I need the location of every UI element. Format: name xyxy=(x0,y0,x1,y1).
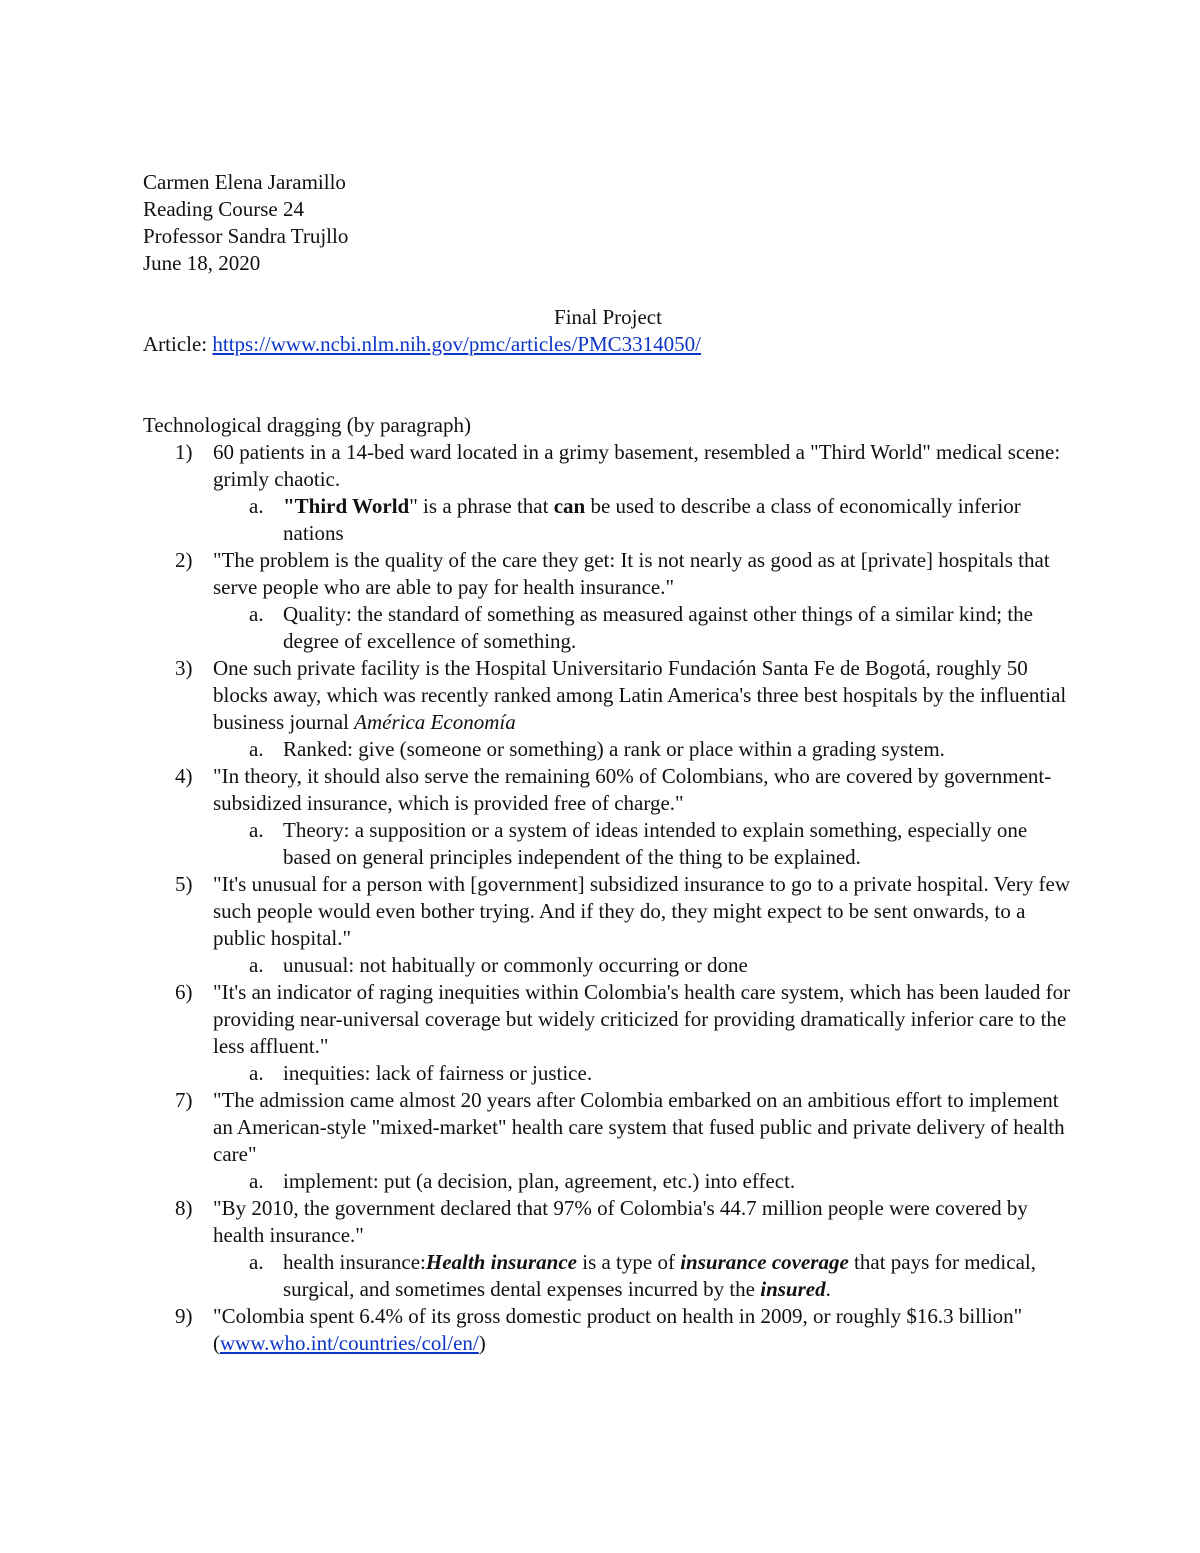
list-item xyxy=(143,439,1073,547)
section-heading: Technological dragging (by paragraph) xyxy=(143,413,471,437)
item-number: 6) xyxy=(175,980,193,1004)
sub-item-bold: can xyxy=(553,494,586,518)
sub-item-letter: a. xyxy=(249,953,264,977)
item-text xyxy=(143,1303,1073,1357)
sub-item-text: " is a phrase that xyxy=(409,494,554,518)
list-item xyxy=(143,1087,1073,1195)
item-number: 2) xyxy=(175,548,193,572)
author-name: Carmen Elena Jaramillo xyxy=(143,170,346,194)
sub-item xyxy=(143,493,1073,547)
professor-name: Professor Sandra Trujllo xyxy=(143,224,349,248)
sub-item xyxy=(143,1168,1073,1195)
document-date: June 18, 2020 xyxy=(143,251,261,275)
who-link[interactable]: www.who.int/countries/col/en/ xyxy=(220,1331,479,1355)
sub-item-bold-italic: insurance coverage xyxy=(680,1250,849,1274)
document-title: Final Project xyxy=(554,305,662,329)
item-number: 9) xyxy=(175,1304,193,1328)
sub-item-text: . xyxy=(825,1277,831,1301)
item-number: 7) xyxy=(175,1088,193,1112)
list-item xyxy=(143,763,1073,871)
sub-item-text: be used to describe a class of economically inferior nations xyxy=(283,494,1021,545)
item-quote: "It's an indicator of raging inequities within Colombia's health care system, which has been lauded for providing near-universal coverage but widely criticized for providing dramatically inferior care to the less affluent." xyxy=(213,980,1071,1058)
list-item xyxy=(143,547,1073,655)
sub-item-text: that pays for medical, surgical, and sometimes dental expenses incurred by the xyxy=(283,1250,1036,1301)
item-quote: 60 patients in a 14-bed ward located in a grimy basement, resembled a "Third World" medical scene: grimly chaotic. xyxy=(213,440,1061,491)
item-text xyxy=(143,439,1073,493)
item-text xyxy=(143,763,1073,817)
document-page xyxy=(143,169,1073,1357)
item-text xyxy=(143,655,1073,736)
sub-item xyxy=(143,736,1073,763)
item-number: 3) xyxy=(175,656,193,680)
list-item xyxy=(143,871,1073,979)
spacer xyxy=(143,358,1073,385)
sub-item xyxy=(143,817,1073,871)
item-text xyxy=(143,547,1073,601)
sub-item-text: Theory: a supposition or a system of ideas intended to explain something, especially one based on general principles independent of the thing to be explained. xyxy=(283,818,1028,869)
list-item xyxy=(143,979,1073,1087)
item-text xyxy=(143,1195,1073,1249)
sub-item-text: is a type of xyxy=(576,1250,681,1274)
list-item xyxy=(143,1303,1073,1357)
item-quote: "Colombia spent 6.4% of its gross domestic product on health in 2009, or roughly $16.3 billion"( xyxy=(213,1304,1023,1355)
sub-item-text: health insurance: xyxy=(283,1250,426,1274)
item-quote: "The admission came almost 20 years after Colombia embarked on an ambitious effort to implement an American-style "mixed-market" health care system that fused public and private delivery of health care" xyxy=(213,1088,1065,1166)
sub-item xyxy=(143,1249,1073,1303)
item-quote: "By 2010, the government declared that 97% of Colombia's 44.7 million people were covered by health insurance." xyxy=(213,1196,1028,1247)
item-number: 8) xyxy=(175,1196,193,1220)
item-quote-italic: América Economía xyxy=(354,710,516,734)
sub-item-text: unusual: not habitually or commonly occurring or done xyxy=(283,953,748,977)
header-block xyxy=(143,169,1073,277)
sub-item-bold-italic: Health insurance xyxy=(425,1250,577,1274)
sub-item-bold: "Third World xyxy=(283,494,410,518)
sub-item-letter: a. xyxy=(249,602,264,626)
sub-item-letter: a. xyxy=(249,494,264,518)
sub-item-letter: a. xyxy=(249,1250,264,1274)
paragraph-list xyxy=(143,439,1073,1357)
sub-item-bold-italic: insured xyxy=(760,1277,826,1301)
spacer xyxy=(143,385,1073,412)
item-text xyxy=(143,1087,1073,1168)
article-line xyxy=(143,331,1073,358)
course-name: Reading Course 24 xyxy=(143,197,304,221)
item-quote-end: ) xyxy=(478,1331,486,1355)
article-link[interactable]: https://www.ncbi.nlm.nih.gov/pmc/articles/PMC3314050/ xyxy=(212,332,702,356)
list-item xyxy=(143,1195,1073,1303)
item-quote: "The problem is the quality of the care they get: It is not nearly as good as at [private] hospitals that serve people who are able to pay for health insurance." xyxy=(213,548,1050,599)
sub-item-text: implement: put (a decision, plan, agreement, etc.) into effect. xyxy=(283,1169,796,1193)
sub-item-text: inequities: lack of fairness or justice. xyxy=(283,1061,593,1085)
article-label: Article: xyxy=(143,332,213,356)
sub-item-letter: a. xyxy=(249,818,264,842)
item-text xyxy=(143,871,1073,952)
item-number: 1) xyxy=(175,440,193,464)
item-number: 4) xyxy=(175,764,193,788)
item-text xyxy=(143,979,1073,1060)
spacer xyxy=(143,277,1073,304)
sub-item-letter: a. xyxy=(249,1061,264,1085)
sub-item-text: Ranked: give (someone or something) a rank or place within a grading system. xyxy=(283,737,945,761)
sub-item-text: Quality: the standard of something as measured against other things of a similar kind; the degree of excellence of something. xyxy=(283,602,1034,653)
item-quote: "It's unusual for a person with [government] subsidized insurance to go to a private hospital. Very few such people would even bother trying. And if they do, they might expect to be sent onwards, to a public hospital." xyxy=(213,872,1071,950)
item-number: 5) xyxy=(175,872,193,896)
item-quote: "In theory, it should also serve the remaining 60% of Colombians, who are covered by government-subsidized insurance, which is provided free of charge." xyxy=(213,764,1052,815)
sub-item-letter: a. xyxy=(249,737,264,761)
item-quote: One such private facility is the Hospital Universitario Fundación Santa Fe de Bogotá, roughly 50 blocks away, which was recently ranked among Latin America's three best hospitals by the influential business journal xyxy=(213,656,1067,734)
sub-item xyxy=(143,952,1073,979)
sub-item-letter: a. xyxy=(249,1169,264,1193)
sub-item xyxy=(143,601,1073,655)
list-item xyxy=(143,655,1073,763)
sub-item xyxy=(143,1060,1073,1087)
